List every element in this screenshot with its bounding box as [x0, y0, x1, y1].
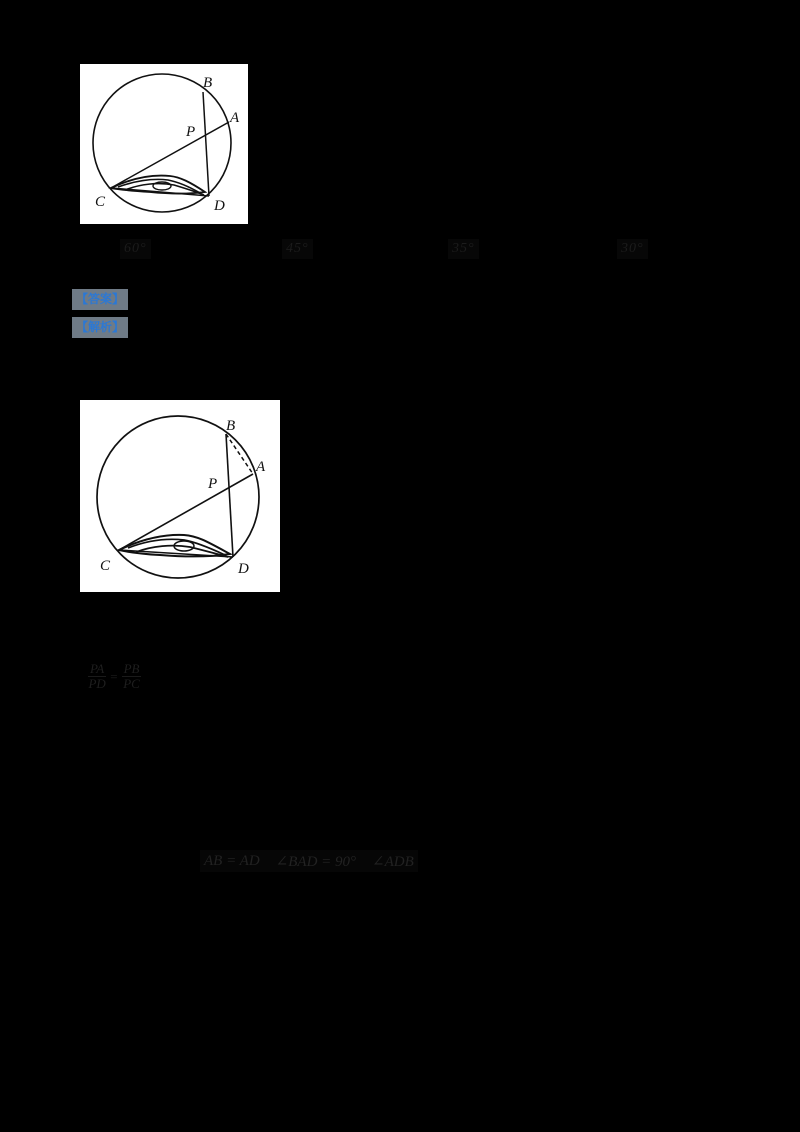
conclusion-part-2: ∠BAD = 90°	[275, 853, 357, 870]
dashed-segment-ba	[226, 434, 253, 474]
ratio-formula	[88, 662, 141, 691]
option-d-text: 30°	[621, 241, 644, 256]
option-c[interactable]	[448, 239, 479, 259]
conclusion-formula	[200, 850, 418, 872]
conclusion-part-1: AB = AD	[204, 852, 260, 869]
left-denominator: PD	[88, 676, 106, 691]
right-numerator: PB	[123, 661, 140, 676]
point-p-label: P	[208, 476, 218, 492]
circle-diagram	[80, 64, 248, 224]
point-b-label: B	[226, 418, 236, 434]
right-denominator: PC	[123, 676, 140, 691]
option-a[interactable]	[120, 239, 151, 259]
option-d[interactable]	[617, 239, 648, 259]
left-fraction	[88, 662, 106, 691]
point-a-label: A	[256, 459, 266, 475]
point-c-label: C	[95, 194, 106, 210]
analysis-tag: 【解析】	[72, 317, 128, 338]
option-a-text: 60°	[124, 241, 147, 256]
answer-tag: 【答案】	[72, 289, 128, 310]
question-figure	[80, 64, 248, 224]
left-numerator: PA	[90, 661, 105, 676]
point-b-label: B	[203, 75, 213, 91]
point-d-label: D	[238, 561, 249, 577]
equals-sign: =	[110, 668, 118, 684]
point-c-label: C	[100, 558, 111, 574]
conclusion-part-3: ∠ADB	[372, 853, 414, 870]
point-d-label: D	[214, 198, 225, 214]
option-c-text: 35°	[452, 241, 475, 256]
point-a-label: A	[230, 110, 240, 126]
option-b-text: 45°	[286, 241, 309, 256]
solution-figure	[80, 400, 280, 592]
circle-diagram-with-dashed-chord	[80, 400, 280, 592]
point-p-label: P	[186, 124, 196, 140]
right-fraction	[122, 662, 142, 691]
option-b[interactable]	[282, 239, 313, 259]
